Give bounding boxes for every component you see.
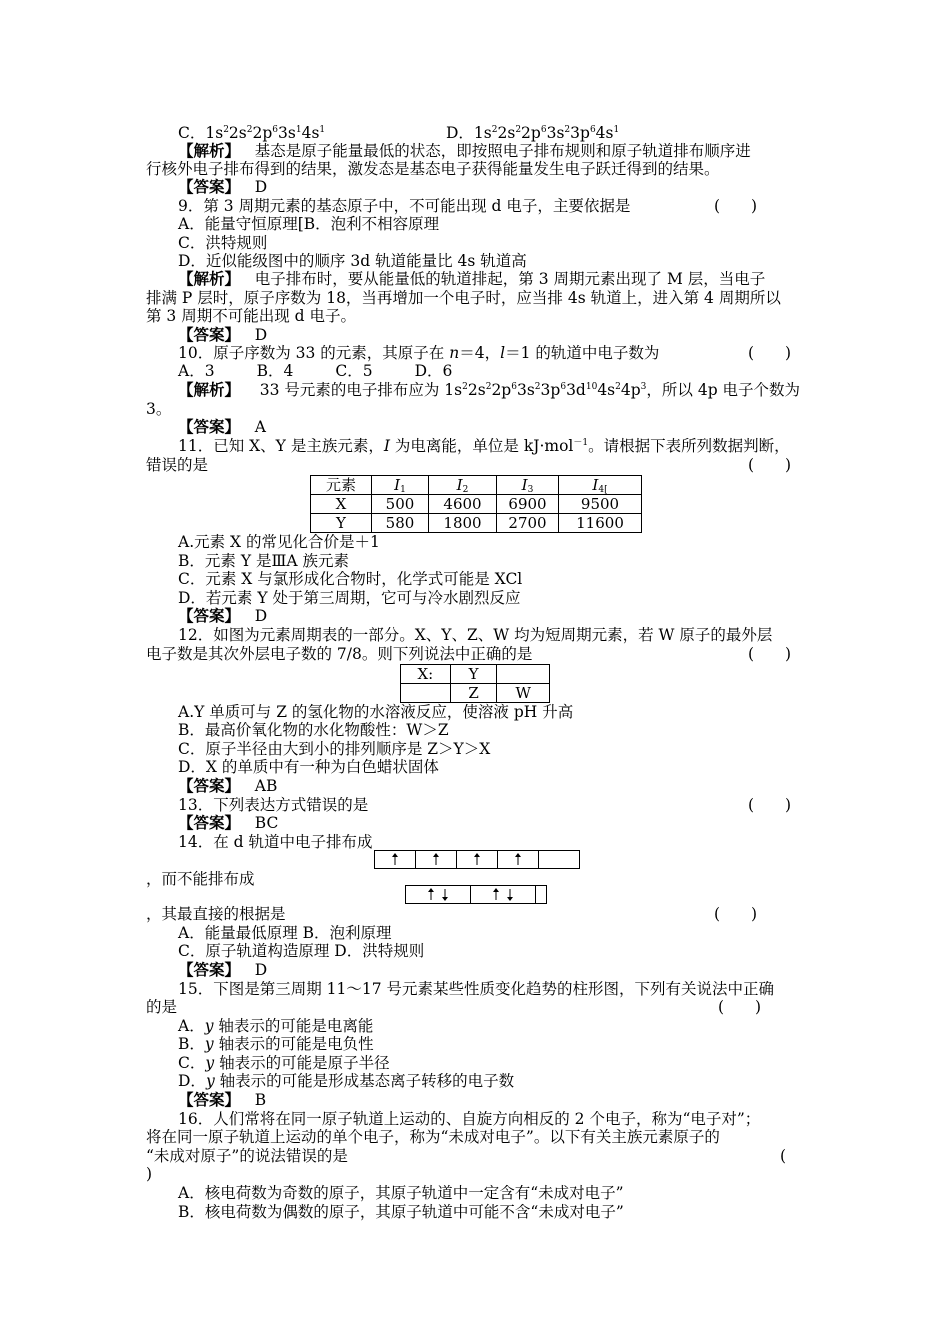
table-row: [311, 514, 642, 533]
q16-paren-close: ): [146, 1165, 153, 1183]
table-cell: X: [311, 495, 372, 514]
orbital-box-up: [498, 851, 539, 868]
table-cell: Y: [311, 514, 372, 533]
q15-option-c: C．y 轴表示的可能是原子半径: [178, 1054, 390, 1072]
orbital-box-updown: [471, 886, 536, 903]
q12-stem-cont: 电子数是其次外层电子数的 7/8。则下列说法中正确的是: [146, 645, 533, 663]
q11-stem: 11．已知 X、Y 是主族元素，I 为电离能，单位是 kJ·mol$^{-1}$。请根据下表所列数据判断，: [178, 437, 790, 455]
q8-analysis-cont: 行核外电子排布得到的结果，激发态是基态电子获得能量发生电子跃迁得到的结果。: [146, 160, 720, 178]
q9-option-c: C．洪特规则: [178, 234, 268, 252]
q13-stem: 13．下列表达方式错误的是: [178, 796, 369, 814]
q11-stem-cont: 错误的是: [146, 456, 209, 474]
q8-option-c: C．$1s^22s^22p^63s^14s^1$: [178, 124, 326, 142]
table-header-i2: $I_2$: [429, 476, 497, 495]
q9-options-ab: A．能量守恒原理[B．泡利不相容原理: [178, 215, 440, 233]
table-cell: Z: [450, 684, 497, 703]
table-cell: 9500: [559, 495, 642, 514]
q14-stem: 14．在 d 轨道中电子排布成: [178, 833, 373, 851]
table-cell: X:: [401, 665, 451, 684]
table-cell: 4600: [429, 495, 497, 514]
q12-option-b: B．最高价氧化物的水化物酸性：W＞Z: [178, 721, 449, 739]
q9-stem: 9．第 3 周期元素的基态原子中，不可能出现 d 电子，主要依据是: [178, 197, 631, 215]
table-row: [401, 684, 550, 703]
q15-option-a: A．y 轴表示的可能是电离能: [178, 1017, 374, 1035]
q12-option-a: A.Y 单质可与 Z 的氢化物的水溶液反应，使溶液 pH 升高: [178, 703, 574, 721]
q11-answer-paren: ( ): [748, 456, 792, 474]
table-cell: W: [497, 684, 550, 703]
q9-answer: 【答案】 D: [178, 325, 268, 344]
q12-answer: 【答案】 AB: [178, 776, 278, 795]
q15-answer-paren: ( ): [718, 998, 762, 1016]
q14-options-cd: C．原子轨道构造原理 D．洪特规则: [178, 942, 425, 960]
q9-analysis-cont-2: 第 3 周期不可能出现 d 电子。: [146, 307, 356, 325]
q14-orbital-allowed: [374, 850, 580, 869]
orbital-box-up: [416, 851, 457, 868]
table-cell: 2700: [497, 514, 559, 533]
q14-answer-paren: ( ): [714, 905, 758, 923]
q16-option-b: B．核电荷数为偶数的原子，其原子轨道中可能不含“未成对电子”: [178, 1203, 624, 1221]
q12-stem: 12．如图为元素周期表的一部分。X、Y、Z、W 均为短周期元素，若 W 原子的最外层: [178, 626, 773, 644]
q8-option-d: D．$1s^22s^22p^63s^23p^64s^1$: [446, 124, 620, 142]
orbital-box-updown: [406, 886, 471, 903]
table-row: [311, 495, 642, 514]
q14-answer: 【答案】 D: [178, 960, 268, 979]
q14-end-text: ，其最直接的根据是: [146, 905, 286, 923]
q9-analysis: 【解析】 电子排布时，要从能量低的轨道排起，第 3 周期元素出现了 M 层，当电子: [178, 269, 766, 288]
q15-option-d: D．y 轴表示的可能是形成基态离子转移的电子数: [178, 1072, 515, 1090]
q11-option-a: A.元素 X 的常见化合价是＋1: [178, 533, 380, 551]
q16-stem: 16．人们常将在同一原子轨道上运动的、自旋方向相反的 2 个电子，称为“电子对”；: [178, 1110, 761, 1128]
q12-answer-paren: ( ): [748, 645, 792, 663]
q14-orbital-forbidden: [405, 885, 547, 904]
q11-option-b: B．元素 Y 是ⅢA 族元素: [178, 552, 350, 570]
q11-ionization-table: [310, 475, 642, 533]
q15-option-b: B．y 轴表示的可能是电负性: [178, 1035, 374, 1053]
table-header-element: 元素: [311, 476, 372, 495]
q12-periodic-grid: [400, 664, 550, 703]
table-cell: 580: [372, 514, 429, 533]
q11-option-d: D．若元素 Y 处于第三周期，它可与冷水剧烈反应: [178, 589, 521, 607]
q10-answer-paren: ( ): [748, 344, 792, 362]
q15-answer: 【答案】 B: [178, 1090, 267, 1109]
q8-answer: 【答案】 D: [178, 177, 268, 196]
table-header-i4: $I_{4[}$: [559, 476, 642, 495]
table-header-i1: $I_1$: [372, 476, 429, 495]
orbital-box-empty: [539, 851, 579, 868]
q13-answer-paren: ( ): [748, 796, 792, 814]
q16-stem-cont-2: “未成对原子”的说法错误的是: [146, 1147, 348, 1165]
table-cell: [497, 665, 550, 684]
q9-analysis-cont-1: 排满 P 层时，原子序数为 18，当再增加一个电子时，应当排 4s 轨道上，进入第 4 周期所以: [146, 289, 781, 307]
q10-stem: 10．原子序数为 33 的元素，其原子在 n＝4，l＝1 的轨道中电子数为: [178, 344, 660, 362]
q12-option-d: D．X 的单质中有一种为白色蜡状固体: [178, 758, 439, 776]
q9-answer-paren: ( ): [714, 197, 758, 215]
table-header-row: [311, 476, 642, 495]
q10-analysis-cont: 3。: [146, 400, 172, 418]
q14-middle-text: ，而不能排布成: [146, 870, 255, 888]
q12-option-c: C．原子半径由大到小的排列顺序是 Z＞Y＞X: [178, 740, 491, 758]
q15-stem: 15．下图是第三周期 11～17 号元素某些性质变化趋势的柱形图，下列有关说法中正确: [178, 980, 775, 998]
q16-option-a: A．核电荷数为奇数的原子，其原子轨道中一定含有“未成对电子”: [178, 1184, 624, 1202]
q11-option-c: C．元素 X 与氯形成化合物时，化学式可能是 XCl: [178, 570, 523, 588]
q11-answer: 【答案】 D: [178, 606, 268, 625]
q10-analysis: 【解析】 33 号元素的电子排布应为 $1s^22s^22p^63s^23p^63d^{10}4s^24p^3$，所以 4p 电子个数为: [178, 380, 801, 399]
orbital-box-empty: [536, 886, 546, 903]
table-cell: 11600: [559, 514, 642, 533]
table-cell: 500: [372, 495, 429, 514]
q10-options: A．3 B．4 C．5 D．6: [178, 362, 453, 380]
table-cell: Y: [450, 665, 497, 684]
q13-answer: 【答案】 BC: [178, 813, 279, 832]
q8-analysis: 【解析】 基态是原子能量最低的状态，即按照电子排布规则和原子轨道排布顺序进: [178, 141, 751, 160]
q15-stem-cont: 的是: [146, 998, 178, 1016]
table-header-i3: $I_3$: [497, 476, 559, 495]
table-cell: [401, 684, 451, 703]
table-cell: 6900: [497, 495, 559, 514]
orbital-box-up: [457, 851, 498, 868]
q16-paren-open: (: [780, 1147, 787, 1165]
orbital-box-up: [375, 851, 416, 868]
q16-stem-cont-1: 将在同一原子轨道上运动的单个电子，称为“未成对电子”。以下有关主族元素原子的: [146, 1128, 720, 1146]
q14-options-ab: A．能量最低原理 B．泡利原理: [178, 924, 392, 942]
q10-answer: 【答案】 A: [178, 417, 266, 436]
table-cell: 1800: [429, 514, 497, 533]
q9-option-d: D．近似能级图中的顺序 3d 轨道能量比 4s 轨道高: [178, 252, 527, 270]
table-row: [401, 665, 550, 684]
